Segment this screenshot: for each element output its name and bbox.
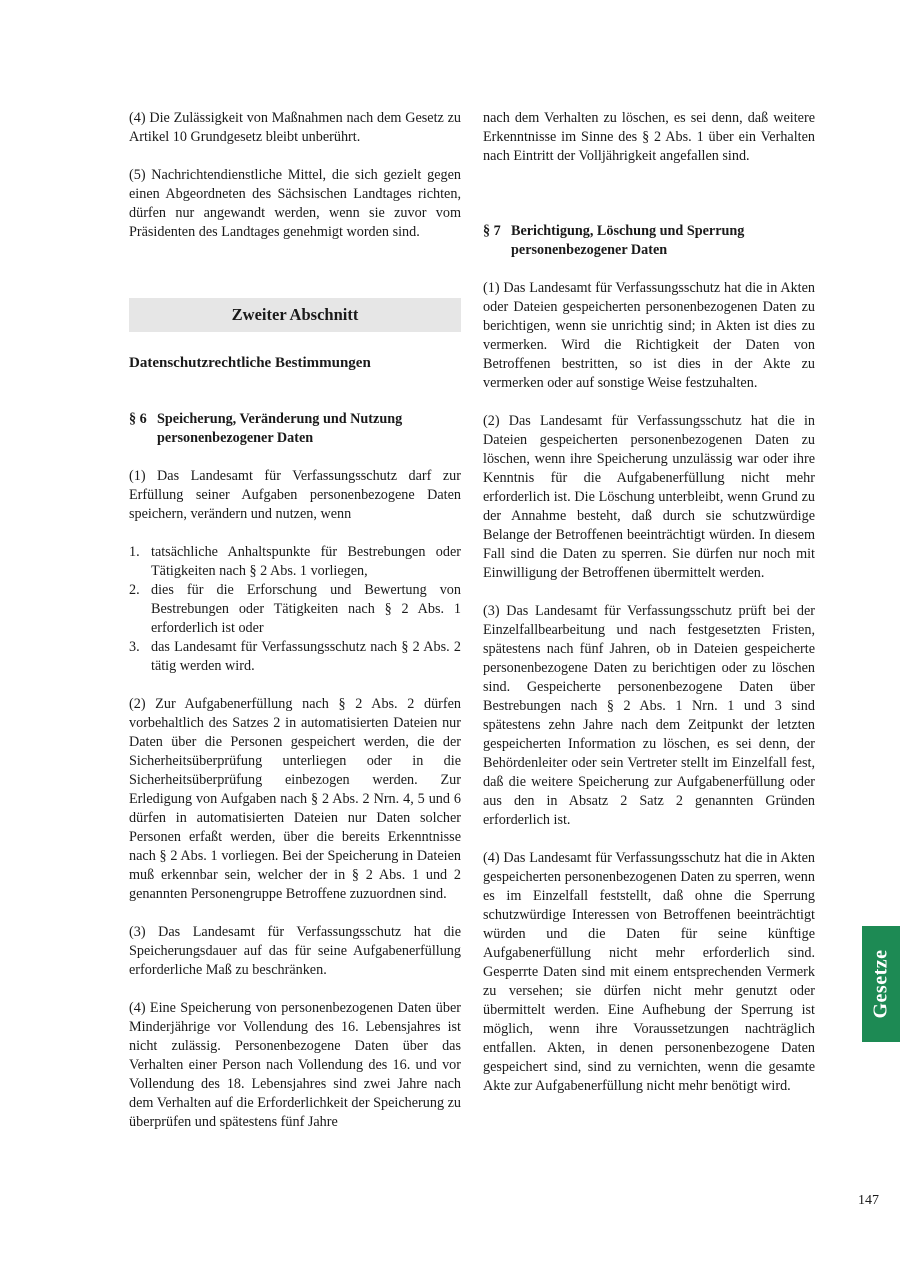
paragraph-s7-4: (4) Das Landesamt für Verfassungsschutz hat die in Akten gespeicherten personenbezogenen Daten zu sperren, wenn es im Einzelfall feststellt, daß ohne die Sperrung schutzwürdige Interessen von Betroffenen beeinträchtigt würden und die Daten für seine künftige Aufgabenerfüllung nicht mehr erforderlich sind. Gesperrte Daten sind mit einem entsprechenden Vermerk zu versehen; sie dürfen nicht mehr genutzt oder übermittelt werden. Eine Aufhebung der Sperrung ist möglich, wenn ihre Voraussetzungen nachträglich entfallen. Akten, in denen personenbezogene Daten gespeichert sind, sind zu vernichten, wenn die gesamte Akte zur Aufgabenerfüllung nicht mehr benötigt wird. (483, 850, 815, 1094)
section-7-heading (483, 222, 815, 260)
paragraph-s7-3: (3) Das Landesamt für Verfassungsschutz prüft bei der Einzelfallbearbeitung und nach festgesetzten Fristen, spätestens nach fünf Jahren, ob in Dateien gespeicherte personenbezogene Daten zu berichtigen oder zu löschen sind. Gespeicherte personenbezogene Daten über Bestrebungen nach § 2 Abs. 1 Nrn. 1 und 3 sind spätestens zehn Jahre nach dem Zeitpunkt der letzten gespeicherten Information zu löschen, es sei denn, der Behördenleiter oder sein Vertreter stellt im Einzelfall fest, daß die weitere Speicherung zur Aufgabenerfüllung oder aus den in Absatz 2 Satz 2 genannten Gründen erforderlich ist. (483, 603, 815, 828)
list-item (129, 581, 461, 638)
section-7-number: § 7 (483, 223, 501, 239)
chapter-band: Zweiter Abschnitt (129, 298, 461, 332)
paragraph-continuation: nach dem Verhalten zu löschen, es sei denn, daß weitere Erkenntnisse im Sinne des § 2 Abs. 1 über ein Verhalten nach Eintritt der Volljährigkeit angefallen sind. (483, 110, 815, 164)
paragraph-s5-4: (4) Die Zulässigkeit von Maßnahmen nach dem Gesetz zu Artikel 10 Grundgesetz bleibt unberührt. (129, 110, 461, 145)
page-number: 147 (858, 1193, 879, 1208)
left-column (129, 109, 461, 1132)
section-6-heading (129, 410, 461, 448)
section-6-title: Speicherung, Veränderung und Nutzung personenbezogener Daten (157, 411, 403, 446)
section-6-number: § 6 (129, 411, 147, 427)
side-tab (862, 926, 900, 1042)
section-7-title: Berichtigung, Löschung und Sperrung personenbezogener Daten (511, 223, 745, 258)
numbered-list (129, 543, 461, 676)
paragraph-s5-5: (5) Nachrichtendienstliche Mittel, die sich gezielt gegen einen Abgeordneten des Sächsischen Landtages richten, dürfen nur angewandt werden, wenn sie zuvor vom Präsidenten des Landtages genehmigt worden sind. (129, 167, 461, 240)
list-item-text: das Landesamt für Verfassungsschutz nach § 2 Abs. 2 tätig werden wird. (151, 639, 461, 674)
list-item-number: 1. (129, 544, 140, 560)
paragraph-s6-2: (2) Zur Aufgabenerfüllung nach § 2 Abs. 2 dürfen vorbehaltlich des Satzes 2 in automatisierten Dateien nur Daten über die Personen gespeichert werden, die der Sicherheitsüberprüfung unterliegen oder in die Sicherheitsüberprüfung einbezogen werden. Zur Erledigung von Aufgaben nach § 2 Abs. 2 Nrn. 4, 5 und 6 dürfen in automatisierten Dateien nur Daten solcher Personen erfaßt werden, über die bereits Erkenntnisse nach § 2 Abs. 1 vorliegen. Bei der Speicherung in Dateien muß erkennbar sein, welcher der in § 2 Abs. 1 und 2 genannten Personengruppe Betroffene zuzuordnen sind. (129, 696, 461, 902)
paragraph-s7-1: (1) Das Landesamt für Verfassungsschutz hat die in Akten oder Dateien gespeicherten personenbezogenen Daten zu berichtigen, wenn sie unrichtig sind; in Akten ist dies zu vermerken. Wird die Richtigkeit der Daten von Betroffenen bestritten, so ist dies in der Akte zu vermerken oder auf sonstige Weise festzuhalten. (483, 280, 815, 391)
paragraph-s7-2: (2) Das Landesamt für Verfassungsschutz hat die in Dateien gespeicherten personenbezogenen Daten zu löschen, wenn ihre Speicherung unzulässig war oder ihre Kenntnis für die Aufgabenerfüllung nicht mehr erforderlich ist. Die Löschung unterbleibt, wenn Grund zu der Annahme besteht, daß durch sie schutzwürdige Belange der Betroffenen beeinträchtigt würden. In diesem Fall sind die Daten zu sperren. Sie dürfen nur noch mit Einwilligung der Betroffenen übermittelt werden. (483, 413, 815, 581)
chapter-subtitle: Datenschutzrechtliche Bestimmungen (129, 355, 371, 371)
paragraph-s6-3: (3) Das Landesamt für Verfassungsschutz hat die Speicherungsdauer auf das für seine Aufgabenerfüllung erforderliche Maß zu beschränken. (129, 924, 461, 978)
list-item (129, 543, 461, 581)
right-column (483, 109, 815, 1096)
list-item-text: tatsächliche Anhaltspunkte für Bestrebungen oder Tätigkeiten nach § 2 Abs. 1 vorliegen, (151, 544, 461, 579)
list-item-number: 3. (129, 639, 140, 655)
list-item-text: dies für die Erforschung und Bewertung von Bestrebungen oder Tätigkeiten nach § 2 Abs. 1 erforderlich ist oder (151, 582, 461, 636)
side-tab-label: Gesetze (869, 949, 892, 1019)
list-item-number: 2. (129, 582, 140, 598)
paragraph-s6-1: (1) Das Landesamt für Verfassungsschutz darf zur Erfüllung seiner Aufgaben personenbezogene Daten speichern, verändern und nutzen, wenn (129, 468, 461, 522)
list-item (129, 638, 461, 676)
paragraph-s6-4: (4) Eine Speicherung von personenbezogenen Daten über Minderjährige vor Vollendung des 16. Lebensjahres ist nicht zulässig. Personenbezogene Daten über das Verhalten einer Person nach Vollendung des 16. und vor Vollendung des 18. Lebensjahres sind zwei Jahre nach dem Verhalten auf die Erforderlichkeit der Speicherung zu überprüfen und spätestens fünf Jahre (129, 1000, 461, 1130)
